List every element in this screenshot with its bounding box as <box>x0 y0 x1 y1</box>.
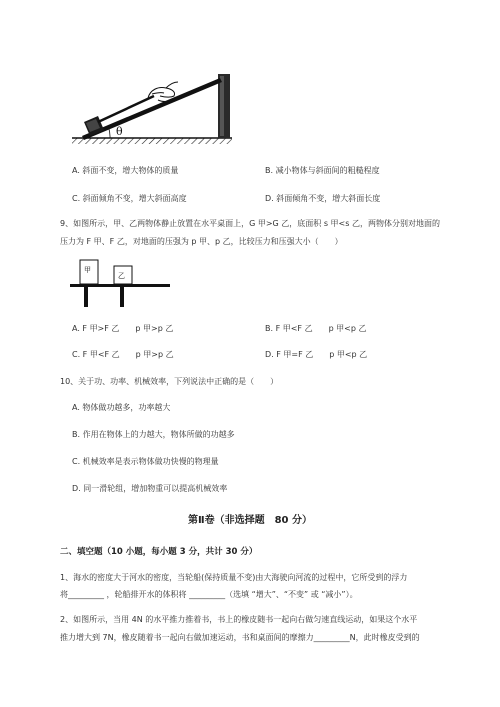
section2-header: 二、填空题（10 小题，每小题 3 分，共计 30 分） <box>60 547 258 557</box>
q10-option-d: D. 同一滑轮组，增加物重可以提高机械效率 <box>72 484 228 493</box>
q10-option-c: C. 机械效率是表示物体做功快慢的物理量 <box>72 457 219 466</box>
q9-option-b: B. F 甲<F 乙 p 甲<p 乙 <box>265 324 367 333</box>
incline-figure <box>70 60 250 150</box>
q9-stem-line2: 压力为 F 甲、F 乙，对地面的压强为 p 甲、p 乙，比较压力和压强大小（ ） <box>60 237 343 246</box>
q10-option-b: B. 作用在物体上的力越大，物体所做的功越多 <box>72 430 235 439</box>
fill2-line2: 推力增大到 7N，橡皮随着书一起向右做加速运动，书和桌面间的摩擦力_________N，此时橡皮受到的 <box>60 633 420 642</box>
q9-option-a: A. F 甲>F 乙 p 甲>p 乙 <box>72 324 174 333</box>
ground-hatch <box>72 138 232 144</box>
block-jia-label: 甲 <box>84 266 91 274</box>
fill1-line2: 将_________ ，轮船排开水的体积将 _________（选填 “增大”、“不变” 或 “减小”）。 <box>60 590 358 599</box>
theta-label: θ <box>116 125 123 138</box>
tabletop <box>70 284 170 287</box>
q9-stem-line1: 9、如图所示，甲、乙两物体静止放置在水平桌面上，G 甲>G 乙，底面积 s 甲<s 乙，两物体分别对地面的 <box>60 219 440 228</box>
q8-option-d: D. 斜面倾角不变，增大斜面长度 <box>265 194 381 203</box>
fill1-line1: 1、海水的密度大于河水的密度，当轮船(保持质量不变)由大海驶向河流的过程中，它所受到的浮力 <box>60 573 408 582</box>
block-yi-label: 乙 <box>118 272 125 280</box>
part2-title: 第Ⅱ卷（非选择题 80 分） <box>188 515 312 526</box>
q10-option-a: A. 物体做功越多，功率越大 <box>72 403 171 412</box>
table-figure <box>68 258 178 308</box>
q8-option-c: C. 斜面倾角不变，增大斜面高度 <box>72 194 187 203</box>
q9-option-d: D. F 甲=F 乙 p 甲<p 乙 <box>265 350 368 359</box>
incline-board <box>82 78 222 140</box>
q8-option-a: A. 斜面不变，增大物体的质量 <box>72 166 179 175</box>
table-leg-right <box>120 287 124 307</box>
q8-option-b: B. 减小物体与斜面间的粗糙程度 <box>265 166 380 175</box>
q9-option-c: C. F 甲<F 乙 p 甲>p 乙 <box>72 350 174 359</box>
q10-stem: 10、关于功、功率、机械效率，下列说法中正确的是（ ） <box>60 377 279 386</box>
fill2-line1: 2、如图所示，当用 4N 的水平推力推着书，书上的橡皮随书一起向右做匀速直线运动，如果这个水平 <box>60 615 418 624</box>
table-leg-left <box>84 287 88 307</box>
block <box>84 116 104 136</box>
